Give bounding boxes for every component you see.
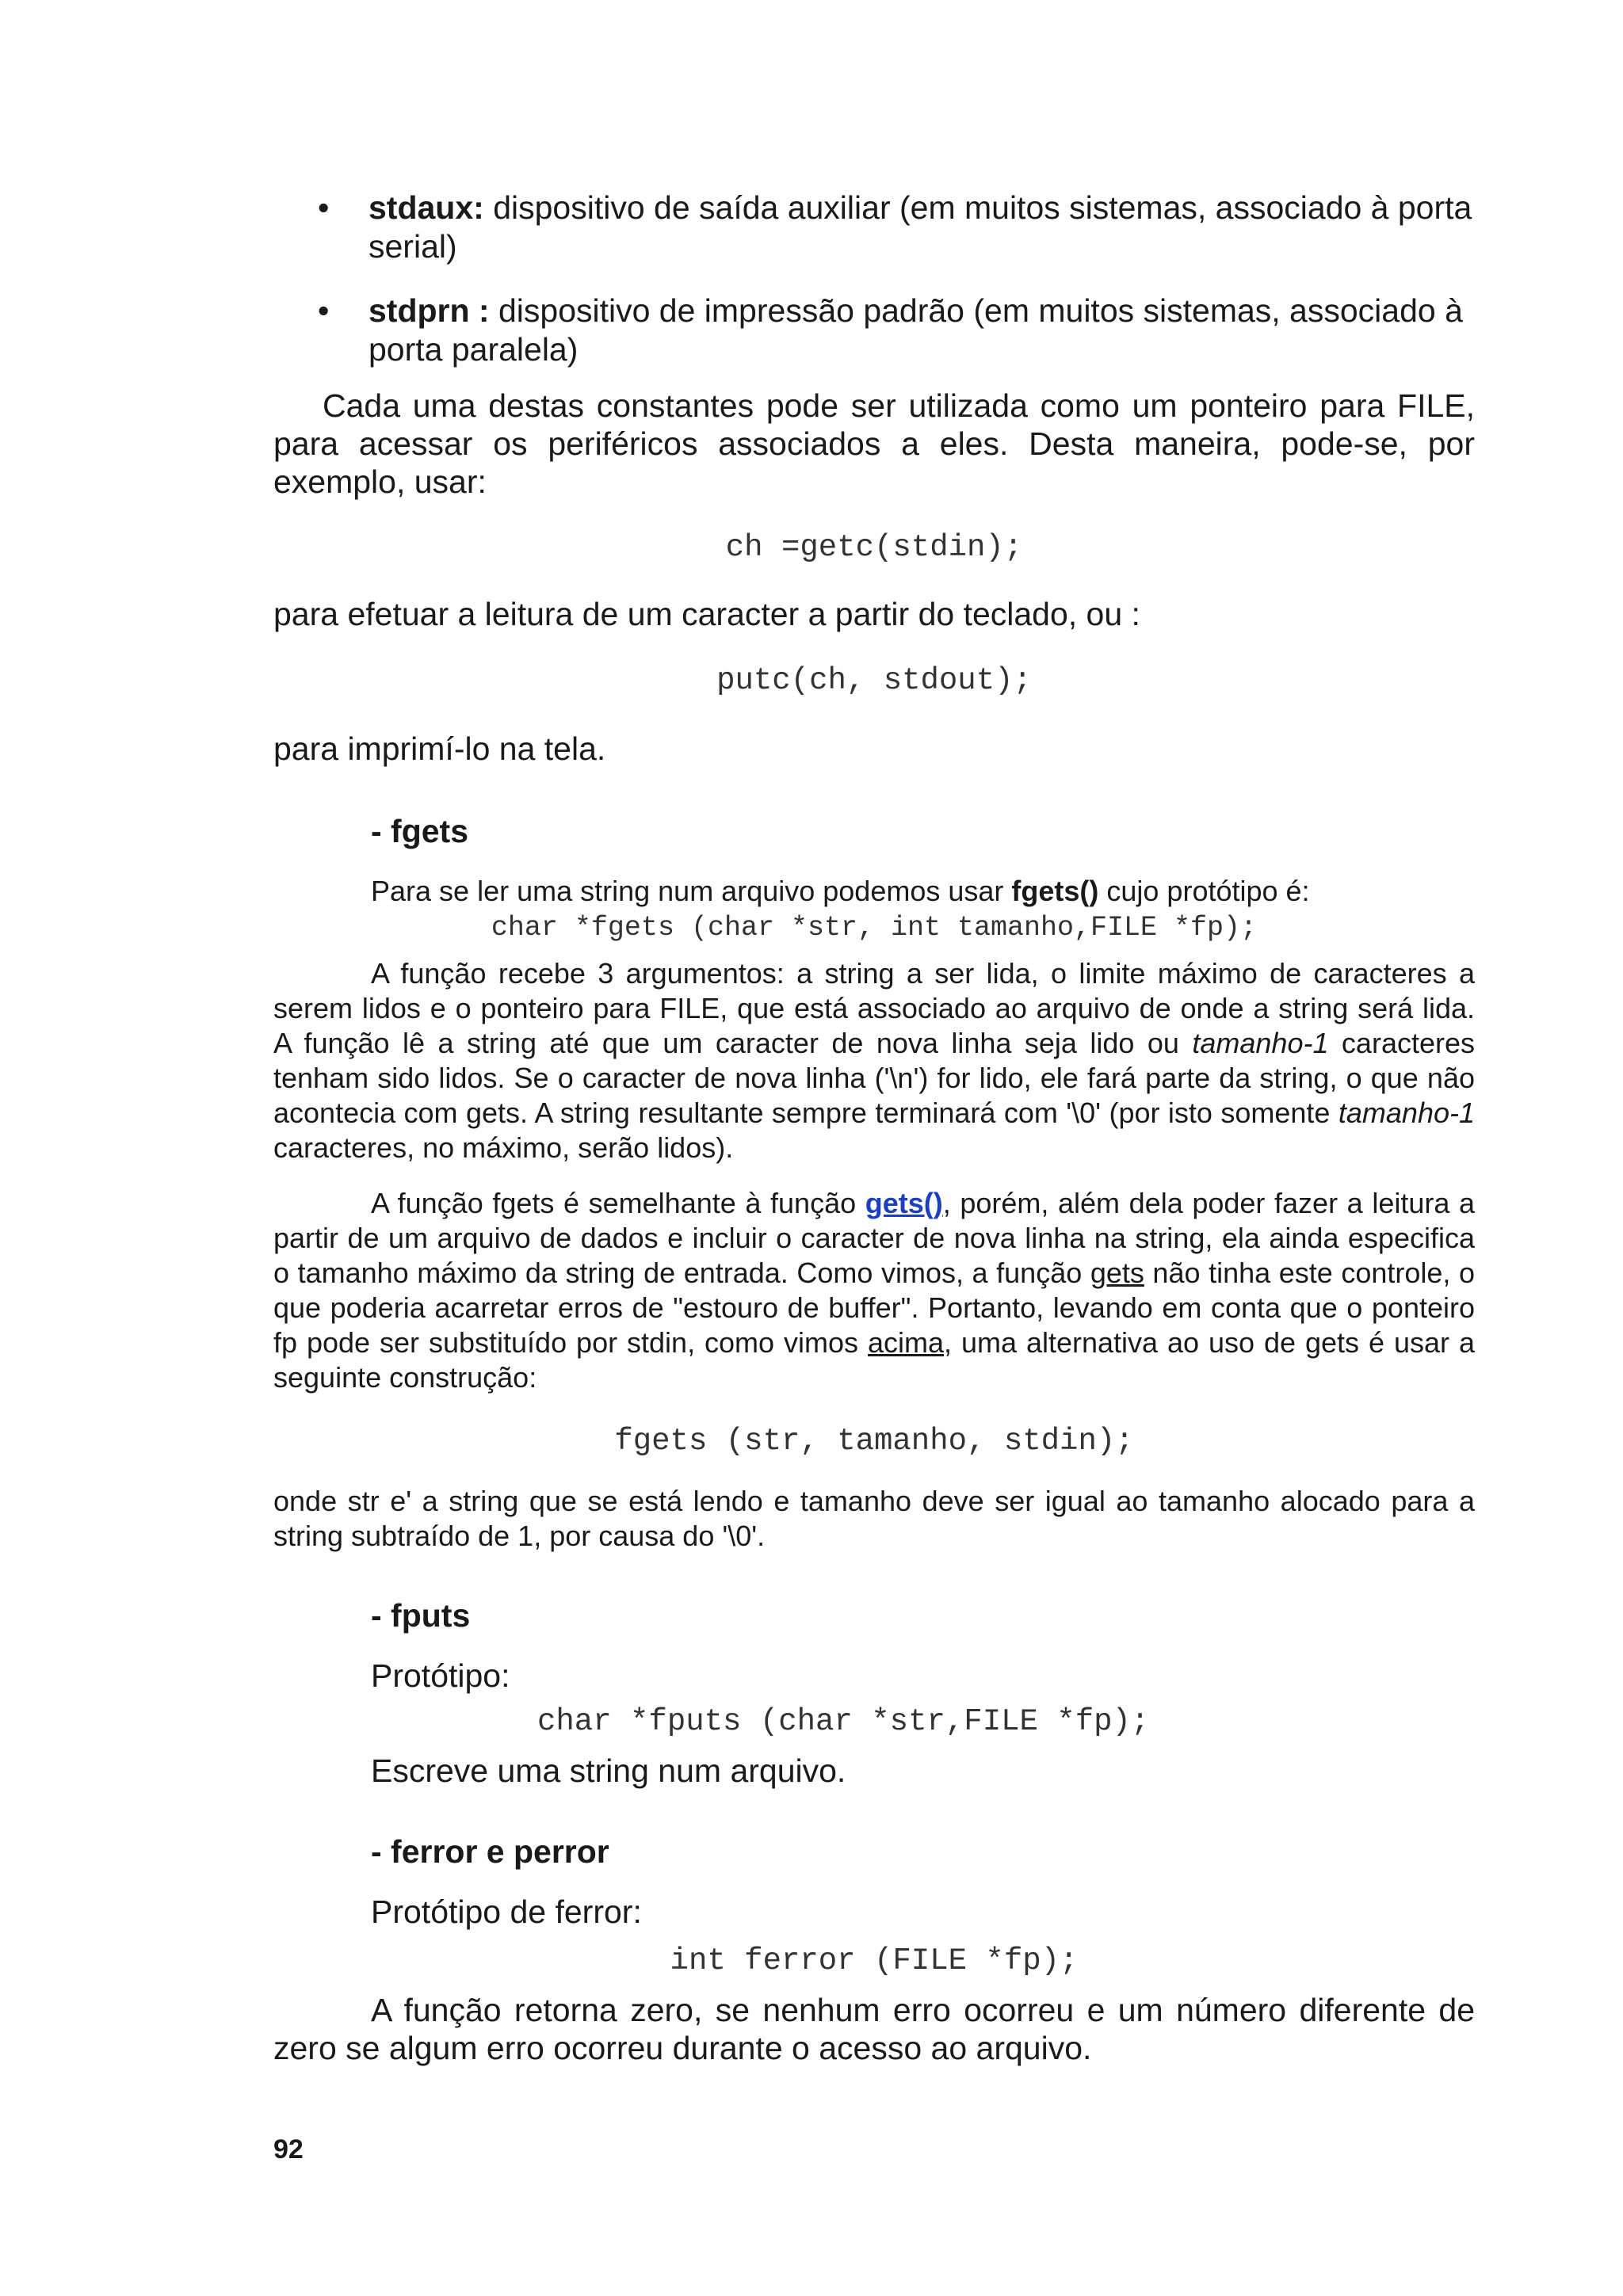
intro-paragraph: Cada uma destas constantes pode ser utilizada como um ponteiro para FILE, para acessar os periféricos associados a eles. Desta maneira, pode-se, por exemplo, usar: — [273, 387, 1475, 500]
fgets-lead-text: Para se ler uma string num arquivo podemos usar — [371, 875, 1012, 907]
fgets-p2-text-a: A função fgets é semelhante à função — [371, 1187, 865, 1219]
fgets-p2-text-d: , uma alternativa ao uso de gets é usar a seguinte construção: — [273, 1326, 1475, 1394]
ferror-description: A função retorna zero, se nenhum erro ocorreu e um número diferente de zero se algum erro ocorreu durante o acesso ao arquivo. — [273, 1992, 1475, 2066]
gets-reference: gets — [1090, 1257, 1144, 1289]
list-item — [273, 292, 1475, 369]
text-after-putc: para imprimí-lo na tela. — [273, 730, 606, 767]
list-item — [273, 189, 1475, 266]
fputs-description: Escreve uma string num arquivo. — [371, 1753, 846, 1789]
code-putc: putc(ch, stdout); — [716, 663, 1032, 698]
ferror-prototype-label: Protótipo de ferror: — [371, 1894, 642, 1930]
bullet-icon: • — [318, 292, 330, 329]
section-heading-fgets: - fgets — [371, 813, 468, 849]
fgets-prototype: char *fgets (char *str, int tamanho,FILE *fp); — [491, 912, 1258, 944]
definition-stdaux: dispositivo de saída auxiliar (em muitos sistemas, associado à porta serial) — [369, 189, 1472, 265]
text-after-getc: para efetuar a leitura de um caracter a partir do teclado, ou : — [273, 596, 1140, 632]
page-number: 92 — [273, 2134, 304, 2164]
fgets-p1-italic-a: tamanho-1 — [1192, 1027, 1329, 1059]
page-content — [273, 189, 1475, 2067]
fgets-paragraph-2 — [273, 1186, 1475, 1395]
stream-list — [273, 189, 1475, 369]
fgets-lead-tail: cujo protótipo é: — [1098, 875, 1310, 907]
fgets-lead-bold: fgets() — [1011, 875, 1099, 907]
term-stdprn: stdprn : — [369, 292, 490, 329]
fputs-prototype-label: Protótipo: — [371, 1657, 510, 1694]
term-stdaux: stdaux: — [369, 189, 484, 226]
gets-link[interactable]: gets() — [865, 1187, 943, 1219]
fgets-p1-text-c: caracteres, no máximo, serão lidos). — [273, 1131, 734, 1164]
fgets-p1-text-a: A função recebe 3 argumentos: a string a ser lida, o limite máximo de caracteres a serem lidos e o ponteiro para FILE, que está associado ao arquivo de onde a string será lida. A função lê a string até que um caracter de nova linha seja lido ou — [273, 957, 1475, 1059]
fgets-p1-text-b: caracteres tenham sido lidos. Se o caracter de nova linha ('\n') for lido, ele fará parte da string, o que não acontecia com gets. A string resultante sempre terminará com '\0' (por isto somente — [273, 1027, 1475, 1129]
section-heading-fputs: - fputs — [371, 1597, 471, 1634]
fputs-prototype: char *fputs (char *str,FILE *fp); — [537, 1704, 1150, 1739]
section-heading-ferror: - ferror e perror — [371, 1833, 609, 1870]
fgets-lead — [273, 874, 1475, 909]
definition-stdprn: dispositivo de impressão padrão (em muitos sistemas, associado à porta paralela) — [369, 292, 1463, 368]
code-getc: ch =getc(stdin); — [725, 530, 1023, 565]
code-fgets-stdin: fgets (str, tamanho, stdin); — [614, 1424, 1134, 1459]
fgets-paragraph-1 — [273, 956, 1475, 1165]
bullet-icon: • — [318, 189, 330, 226]
fgets-paragraph-3: onde str e' a string que se está lendo e tamanho deve ser igual ao tamanho alocado para a string subtraído de 1, por causa do '\0'. — [273, 1485, 1475, 1552]
fgets-p1-italic-b: tamanho-1 — [1338, 1097, 1475, 1129]
acima-reference: acima — [867, 1326, 945, 1359]
fgets-p2-text-b: , porém, além dela poder fazer a leitura a partir de um arquivo de dados e incluir o caracter de nova linha na string, ela ainda especifica o tamanho máximo da string de entrada. Como vimos, a função — [273, 1187, 1476, 1289]
ferror-prototype: int ferror (FILE *fp); — [670, 1943, 1079, 1978]
fgets-p2-text-c: não tinha este controle, o que poderia acarretar erros de "estouro de buffer". Portanto, levando em conta que o ponteiro fp pode ser substituído por stdin, como vimos — [273, 1257, 1475, 1359]
